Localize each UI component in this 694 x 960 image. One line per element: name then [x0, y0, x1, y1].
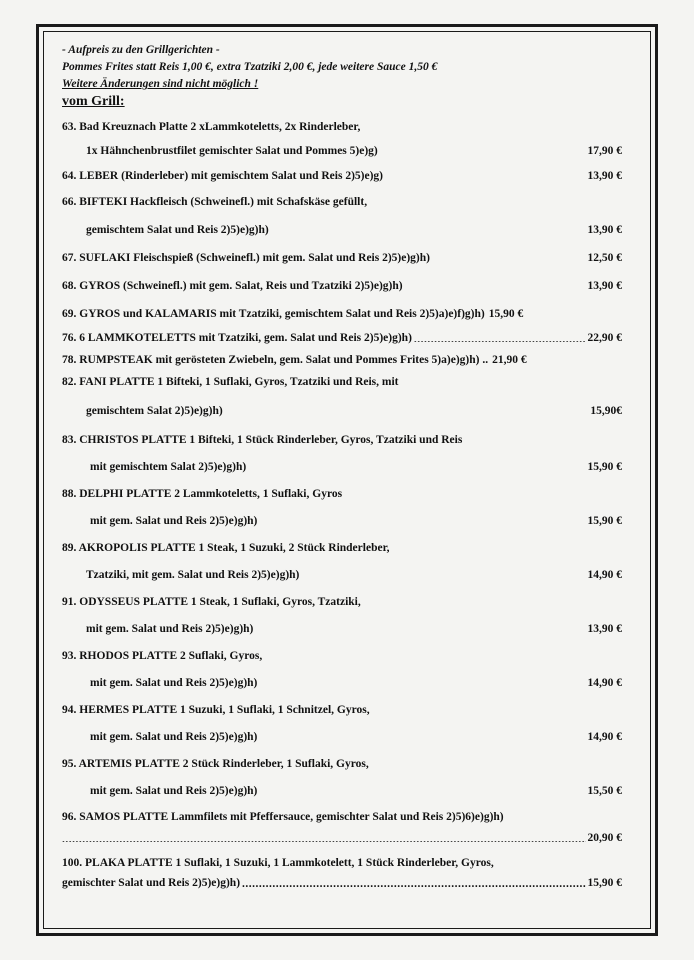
- menu-item-78: [62, 349, 622, 371]
- menu-item-76: [62, 327, 622, 349]
- item-description-cont: gemischtem Salat und Reis 2)5)e)g)h): [86, 224, 269, 236]
- section-title: vom Grill:: [62, 94, 125, 109]
- item-description: 95. ARTEMIS PLATTE 2 Stück Rinderleber, 1 Suflaki, Gyros,: [62, 758, 369, 770]
- item-description-cont: mit gem. Salat und Reis 2)5)e)g)h): [90, 515, 258, 527]
- item-price: 20,90 €: [587, 832, 622, 844]
- item-description-cont: mit gem. Salat und Reis 2)5)e)g)h): [90, 731, 258, 743]
- leader-dots: [259, 674, 585, 687]
- menu-item-100: [62, 853, 622, 893]
- item-description: 66. BIFTEKI Hackfleisch (Schweinefl.) mit Schafskäse gefüllt,: [62, 196, 368, 208]
- leader-dots: [259, 728, 585, 741]
- item-price: 22,90 €: [587, 332, 622, 344]
- menu-item-64: [62, 163, 622, 189]
- leader-dots: [385, 167, 585, 180]
- item-description: 68. GYROS (Schweinefl.) mit gem. Salat, Reis und Tzatziki 2)5)e)g)h): [62, 280, 403, 292]
- item-description: 67. SUFLAKI Fleischspieß (Schweinefl.) mit gem. Salat und Reis 2)5)e)g)h): [62, 252, 430, 264]
- item-description-cont: 1x Hähnchenbrustfilet gemischter Salat und Pommes 5)e)g): [86, 145, 378, 157]
- item-description: 96. SAMOS PLATTE Lammfilets mit Pfeffersauce, gemischter Salat und Reis 2)5)6)e)g)h): [62, 811, 504, 823]
- item-description-cont: gemischtem Salat 2)5)e)g)h): [86, 405, 223, 417]
- leader-dots: [255, 620, 585, 633]
- item-description: 100. PLAKA PLATTE 1 Suflaki, 1 Suzuki, 1 Lammkotelett, 1 Stück Rinderleber, Gyros,: [62, 857, 494, 869]
- leader-dots: [432, 249, 586, 262]
- item-description: 88. DELPHI PLATTE 2 Lammkoteletts, 1 Suflaki, Gyros: [62, 488, 343, 500]
- menu-item-93: [62, 645, 622, 699]
- item-description: 94. HERMES PLATTE 1 Suzuki, 1 Suflaki, 1 Schnitzel, Gyros,: [62, 704, 370, 716]
- menu-item-67: [62, 245, 622, 271]
- item-price: 21,90 €: [492, 354, 527, 366]
- item-description-cont: Tzatziki, mit gem. Salat und Reis 2)5)e)g)h): [86, 569, 300, 581]
- menu-item-88: [62, 483, 622, 537]
- leader-dots: [301, 566, 585, 579]
- surcharge-details: Pommes Frites statt Reis 1,00 €, extra Tzatziki 2,00 €, jede weitere Sauce 1,50 €: [62, 61, 438, 73]
- item-description: 64. LEBER (Rinderleber) mit gemischtem Salat und Reis 2)5)e)g): [62, 170, 384, 182]
- item-price: 13,90 €: [587, 170, 622, 182]
- item-description-cont: mit gemischtem Salat 2)5)e)g)h): [90, 461, 247, 473]
- item-description: 82. FANI PLATTE 1 Bifteki, 1 Suflaki, Gyros, Tzatziki und Reis, mit: [62, 376, 399, 388]
- leader-dots: [405, 277, 586, 290]
- no-changes-note: Weitere Änderungen sind nicht möglich !: [62, 78, 259, 90]
- item-price: 15,90 €: [587, 461, 622, 473]
- menu-item-94: [62, 699, 622, 753]
- item-price: 15,90€: [590, 405, 622, 417]
- leader-dots: [248, 458, 585, 471]
- item-price: 15,90 €: [587, 515, 622, 527]
- item-price: 13,90 €: [587, 224, 622, 236]
- item-price: 15,90 €: [587, 877, 622, 889]
- item-description: 76. 6 LAMMKOTELETTS mit Tzatziki, gem. Salat und Reis 2)5)e)g)h): [62, 332, 412, 344]
- menu-item-89: [62, 537, 622, 591]
- leader-dots: [62, 829, 586, 842]
- item-description: 83. CHRISTOS PLATTE 1 Bifteki, 1 Stück Rinderleber, Gyros, Tzatziki und Reis: [62, 434, 463, 446]
- item-description-cont: gemischter Salat und Reis 2)5)e)g)h): [62, 877, 241, 889]
- leader-dots: [259, 512, 585, 525]
- item-price: 13,90 €: [587, 280, 622, 292]
- item-description: 69. GYROS und KALAMARIS mit Tzatziki, gemischtem Salat und Reis 2)5)a)e)f)g)h): [62, 308, 485, 320]
- item-description: 89. AKROPOLIS PLATTE 1 Steak, 1 Suzuki, 2 Stück Rinderleber,: [62, 542, 390, 554]
- item-description-cont: mit gem. Salat und Reis 2)5)e)g)h): [90, 785, 258, 797]
- item-price: 13,90 €: [587, 623, 622, 635]
- menu-item-82: [62, 371, 622, 429]
- menu-item-68: [62, 271, 622, 301]
- item-price: 14,90 €: [587, 731, 622, 743]
- item-price: 14,90 €: [587, 677, 622, 689]
- menu-item-63: [62, 115, 622, 163]
- item-price: 17,90 €: [587, 145, 622, 157]
- leader-dots: [242, 874, 585, 887]
- menu-content: [62, 40, 622, 893]
- leader-dots: [380, 142, 586, 155]
- item-description-cont: mit gem. Salat und Reis 2)5)e)g)h): [90, 677, 258, 689]
- item-description-cont: mit gem. Salat und Reis 2)5)e)g)h): [86, 623, 254, 635]
- surcharge-heading: - Aufpreis zu den Grillgerichten -: [62, 44, 220, 56]
- leader-dots: [259, 782, 585, 795]
- menu-item-95: [62, 753, 622, 807]
- leader-dots: [271, 221, 586, 234]
- item-price: 14,90 €: [587, 569, 622, 581]
- item-description: 78. RUMPSTEAK mit gerösteten Zwiebeln, gem. Salat und Pommes Frites 5)a)e)g)h) ..: [62, 354, 489, 366]
- item-description: 91. ODYSSEUS PLATTE 1 Steak, 1 Suflaki, Gyros, Tzatziki,: [62, 596, 361, 608]
- menu-item-96: [62, 807, 622, 849]
- menu-item-83: [62, 429, 622, 483]
- item-description: 93. RHODOS PLATTE 2 Suflaki, Gyros,: [62, 650, 263, 662]
- item-price: 15,90 €: [488, 308, 524, 320]
- leader-dots: [414, 329, 586, 342]
- item-price: 15,50 €: [587, 785, 622, 797]
- leader-dots: [225, 402, 589, 415]
- menu-item-69: [62, 301, 622, 327]
- menu-item-66: [62, 189, 622, 245]
- item-price: 12,50 €: [587, 252, 622, 264]
- item-description: 63. Bad Kreuznach Platte 2 xLammkoteletts, 2x Rinderleber,: [62, 121, 361, 133]
- menu-item-91: [62, 591, 622, 645]
